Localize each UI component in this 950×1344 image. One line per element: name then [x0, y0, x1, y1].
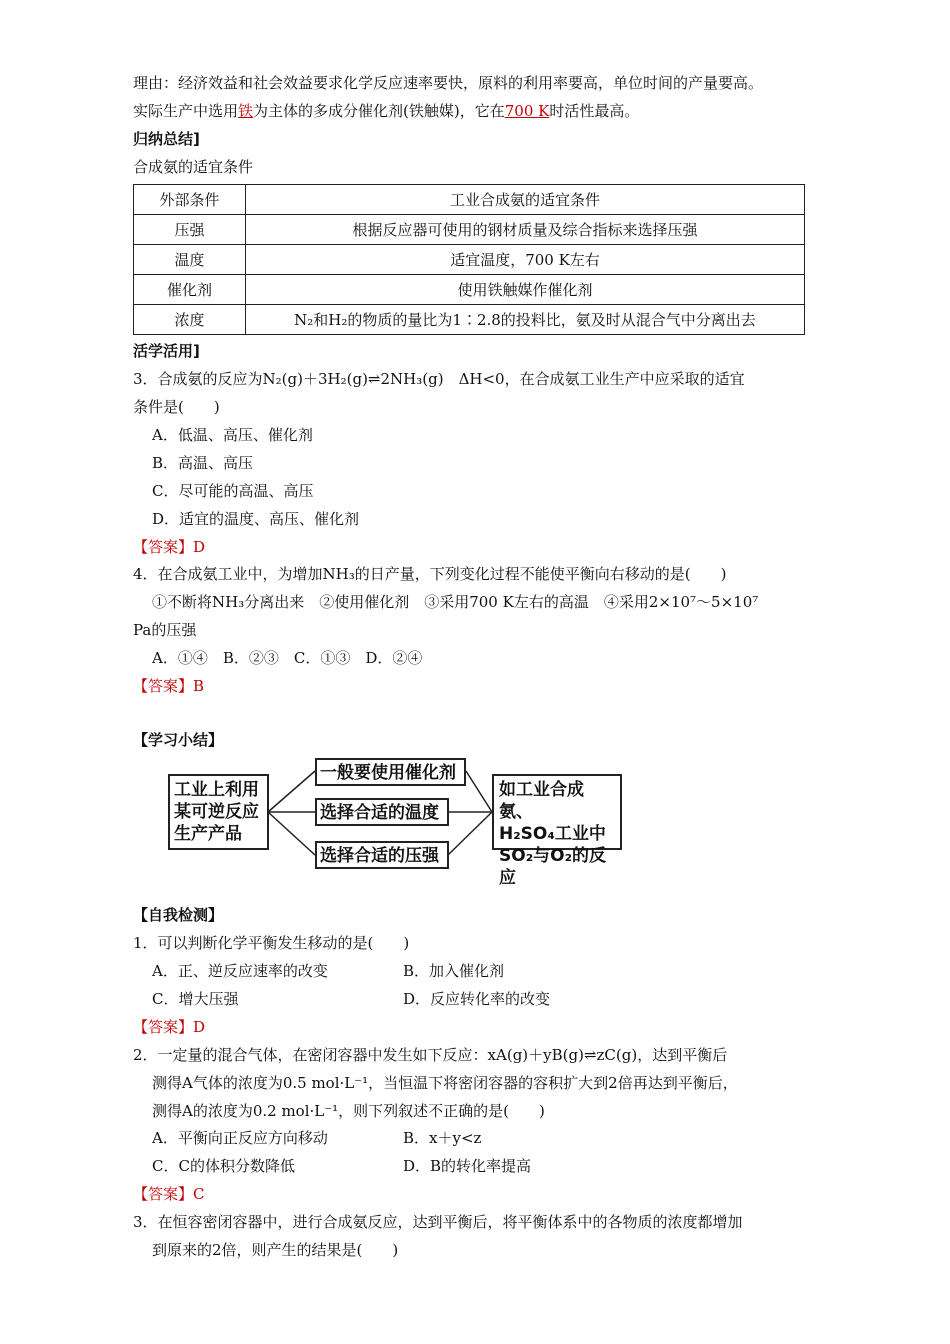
table-header: 外部条件: [134, 185, 246, 215]
self-check-heading: 【自我检测】: [133, 906, 224, 924]
table-cell: 浓度: [134, 305, 246, 335]
catalyst-fill: 铁: [238, 102, 254, 120]
table-cell: N₂和H₂的物质的量比为1∶2.8的投料比，氨及时从混合气中分离出去: [246, 305, 805, 335]
sc-q2-line1: 2．一定量的混合气体，在密闭容器中发生如下反应：xA(g)＋yB(g)⇌zC(g)，达到平衡后: [133, 1046, 728, 1064]
q3-answer: 【答案】D: [133, 538, 206, 556]
table-cell: 根据反应器可使用的钢材质量及综合指标来选择压强: [246, 215, 805, 245]
connector-line: [268, 771, 315, 812]
sc-q1-option-a: A．正、逆反应速率的改变: [152, 962, 328, 980]
table-cell: 压强: [134, 215, 246, 245]
q4-answer: 【答案】B: [133, 677, 205, 695]
sc-q2-option-d: D．B的转化率提高: [403, 1157, 532, 1175]
temp-fill: 700 K: [504, 102, 550, 120]
q3-option-c: C．尽可能的高温、高压: [152, 482, 314, 500]
sc-q2-option-a: A．平衡向正反应方向移动: [152, 1129, 328, 1147]
sc-q3-line1: 3．在恒容密闭容器中，进行合成氨反应，达到平衡后，将平衡体系中的各物质的浓度都增加: [133, 1213, 743, 1231]
q4-line3: Pa的压强: [133, 621, 197, 639]
q3-line2: 条件是( ): [133, 398, 220, 416]
table-cell: 使用铁触媒作催化剂: [246, 275, 805, 305]
connector-line: [466, 771, 492, 812]
temperature-box: 选择合适的温度: [315, 798, 449, 826]
summary-subtitle: 合成氨的适宜条件: [133, 158, 254, 176]
study-summary-heading: 【学习小结】: [133, 731, 224, 749]
sc-q1-option-d: D．反应转化率的改变: [403, 990, 551, 1008]
sc-q2-option-b: B．x＋y<z: [403, 1129, 482, 1147]
catalyst-box: 一般要使用催化剂: [315, 758, 466, 786]
table-cell: 温度: [134, 245, 246, 275]
table-header: 工业合成氨的适宜条件: [246, 185, 805, 215]
q3-line1: 3．合成氨的反应为N₂(g)＋3H₂(g)⇌2NH₃(g) ΔH<0，在合成氨工业生产中应采取的适宜: [133, 370, 745, 388]
source-box: 工业上利用 某可逆反应 生产产品: [168, 774, 269, 850]
practice-heading: 活学活用]: [133, 342, 200, 360]
pressure-box: 选择合适的压强: [315, 841, 449, 869]
q4-options: A．①④ B．②③ C．①③ D．②④: [152, 649, 423, 667]
connector-line: [448, 812, 492, 855]
sc-q1-answer: 【答案】D: [133, 1018, 206, 1036]
q4-line1: 4．在合成氨工业中，为增加NH₃的日产量，下列变化过程不能使平衡向右移动的是( ): [133, 565, 727, 583]
table-cell: 催化剂: [134, 275, 246, 305]
sc-q1-option-c: C．增大压强: [152, 990, 239, 1008]
sc-q2-answer: 【答案】C: [133, 1185, 205, 1203]
sc-q3-line2: 到原来的2倍，则产生的结果是( ): [152, 1241, 399, 1259]
q4-line2: ①不断将NH₃分离出来 ②使用催化剂 ③采用700 K左右的高温 ④采用2×10⁷～5×10⁷: [152, 593, 759, 611]
catalyst-line: 实际生产中选用铁为主体的多成分催化剂(铁触媒)，它在700 K时活性最高。: [133, 102, 640, 120]
summary-heading: 归纳总结]: [133, 130, 200, 148]
q3-option-b: B．高温、高压: [152, 454, 254, 472]
reason-line: 理由：经济效益和社会效益要求化学反应速率要快，原料的利用率要高，单位时间的产量要高。: [133, 74, 764, 92]
sc-q2-option-c: C．C的体积分数降低: [152, 1157, 295, 1175]
example-box: 如工业合成氨、 H₂SO₄工业中 SO₂与O₂的反应: [492, 774, 622, 850]
sc-q1-stem: 1．可以判断化学平衡发生移动的是( ): [133, 934, 410, 952]
q3-option-d: D．适宜的温度、高压、催化剂: [152, 510, 360, 528]
sc-q1-option-b: B．加入催化剂: [403, 962, 505, 980]
connector-line: [268, 812, 315, 855]
sc-q2-line3: 测得A的浓度为0.2 mol·L⁻¹，则下列叙述不正确的是( ): [152, 1102, 545, 1120]
table-cell: 适宜温度，700 K左右: [246, 245, 805, 275]
q3-option-a: A．低温、高压、催化剂: [152, 426, 313, 444]
sc-q2-line2: 测得A气体的浓度为0.5 mol·L⁻¹，当恒温下将密闭容器的容积扩大到2倍再达到平衡后，: [152, 1074, 738, 1092]
